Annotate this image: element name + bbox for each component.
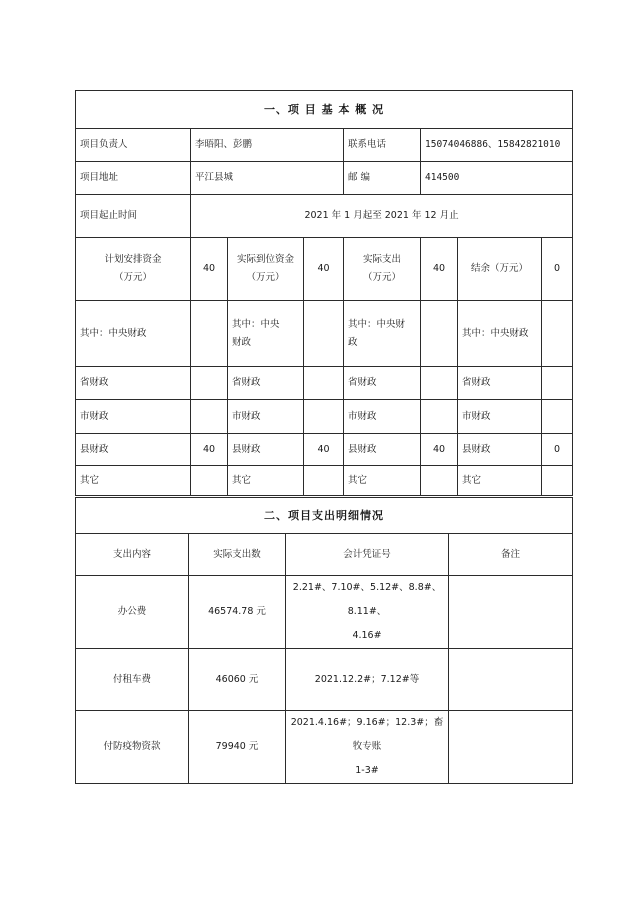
funds-cell [542, 301, 573, 367]
expense-row [76, 649, 573, 711]
funds-cell [304, 466, 344, 496]
leader-value: 李晤阳、彭鹏 [191, 129, 344, 162]
funds-row [76, 367, 573, 400]
actual-received-header: 实际到位资金 （万元） [228, 238, 304, 301]
leader-label: 项目负责人 [76, 129, 191, 162]
expense-voucher: 2021.4.16#；9.16#；12.3#；畜牧专账 1-3# [286, 711, 449, 784]
balance-header: 结余（万元） [458, 238, 542, 301]
expense-voucher: 2.21#、7.10#、5.12#、8.8#、8.11#、 4.16# [286, 576, 449, 649]
funds-cell: 省财政 [76, 367, 191, 400]
phone-label: 联系电话 [344, 129, 421, 162]
funds-cell [191, 466, 228, 496]
funds-cell: 市财政 [76, 400, 191, 434]
funds-row [76, 466, 573, 496]
expense-header: 支出内容 [76, 534, 189, 576]
funds-cell: 市财政 [344, 400, 421, 434]
funds-cell [304, 400, 344, 434]
funds-cell [542, 367, 573, 400]
funds-cell [304, 301, 344, 367]
expense-header: 实际支出数 [189, 534, 286, 576]
expense-header: 备注 [449, 534, 573, 576]
expense-item: 办公费 [76, 576, 189, 649]
funds-cell [191, 301, 228, 367]
period-label: 项目起止时间 [76, 195, 191, 238]
actual-spent-total: 40 [421, 238, 458, 301]
expense-row [76, 711, 573, 784]
funds-cell: 市财政 [228, 400, 304, 434]
funds-cell: 县财政 [228, 434, 304, 466]
address-value: 平江县城 [191, 162, 344, 195]
funds-cell: 县财政 [76, 434, 191, 466]
funds-cell [304, 367, 344, 400]
postcode-label: 邮 编 [344, 162, 421, 195]
funds-cell: 40 [191, 434, 228, 466]
funds-cell: 40 [304, 434, 344, 466]
section2-title: 二、项目支出明细情况 [76, 498, 573, 534]
address-label: 项目地址 [76, 162, 191, 195]
funds-cell: 市财政 [458, 400, 542, 434]
funds-row [76, 434, 573, 466]
expense-amount: 79940 元 [189, 711, 286, 784]
funds-cell: 其它 [458, 466, 542, 496]
expense-note [449, 649, 573, 711]
expense-amount: 46574.78 元 [189, 576, 286, 649]
planned-funds-header: 计划安排资金 （万元） [76, 238, 191, 301]
planned-funds-total: 40 [191, 238, 228, 301]
funds-row [76, 400, 573, 434]
funds-cell: 0 [542, 434, 573, 466]
funds-cell: 其它 [228, 466, 304, 496]
funds-cell: 其它 [344, 466, 421, 496]
expense-header: 会计凭证号 [286, 534, 449, 576]
expense-voucher: 2021.12.2#；7.12#等 [286, 649, 449, 711]
funds-cell [542, 466, 573, 496]
funds-cell: 县财政 [458, 434, 542, 466]
period-value: 2021 年 1 月起至 2021 年 12 月止 [191, 195, 573, 238]
funds-cell: 省财政 [344, 367, 421, 400]
phone-value: 15074046886、15842821010 [421, 129, 573, 162]
section1-title: 一、项 目 基 本 概 况 [76, 91, 573, 129]
funds-cell: 其它 [76, 466, 191, 496]
expense-row [76, 576, 573, 649]
funds-cell [191, 367, 228, 400]
project-overview-table [75, 90, 573, 496]
postcode-value: 414500 [421, 162, 573, 195]
actual-spent-header: 实际支出 （万元） [344, 238, 421, 301]
expense-note [449, 711, 573, 784]
funds-cell [542, 400, 573, 434]
funds-cell [421, 466, 458, 496]
expense-item: 付防疫物资款 [76, 711, 189, 784]
expense-amount: 46060 元 [189, 649, 286, 711]
expense-detail-table [75, 497, 573, 784]
funds-cell [421, 400, 458, 434]
funds-cell: 其中：中央财 政 [344, 301, 421, 367]
balance-total: 0 [542, 238, 573, 301]
funds-cell: 其中：中央 财政 [228, 301, 304, 367]
funds-cell: 其中：中央财政 [458, 301, 542, 367]
actual-received-total: 40 [304, 238, 344, 301]
funds-cell: 40 [421, 434, 458, 466]
funds-cell: 省财政 [458, 367, 542, 400]
funds-cell [191, 400, 228, 434]
funds-cell [421, 367, 458, 400]
funds-cell [421, 301, 458, 367]
funds-row [76, 301, 573, 367]
expense-header-row [76, 534, 573, 576]
funds-cell: 其中：中央财政 [76, 301, 191, 367]
funds-cell: 县财政 [344, 434, 421, 466]
funds-cell: 省财政 [228, 367, 304, 400]
expense-item: 付租车费 [76, 649, 189, 711]
expense-note [449, 576, 573, 649]
